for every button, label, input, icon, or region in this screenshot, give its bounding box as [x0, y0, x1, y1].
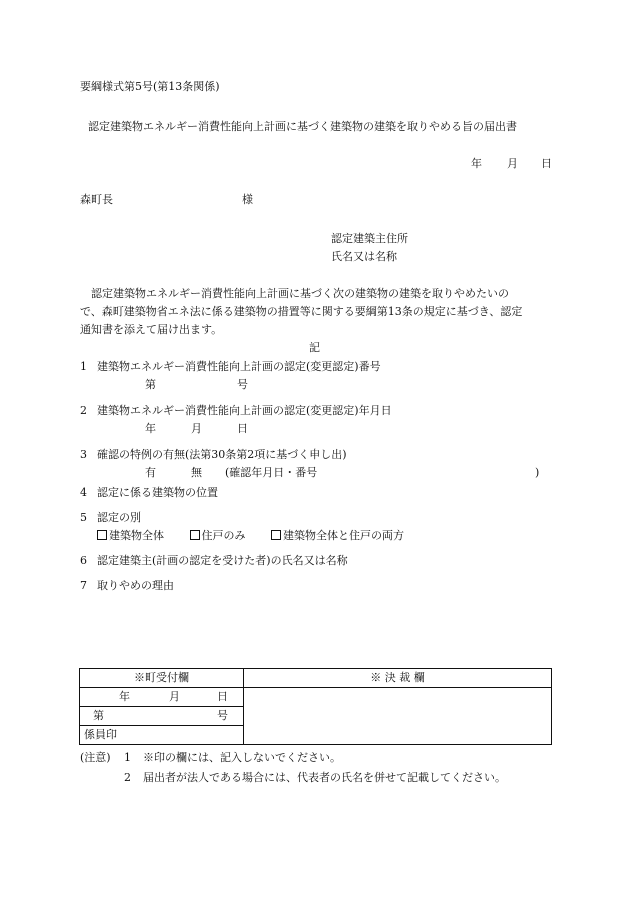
item-label: 認定建築主(計画の認定を受けた者)の氏名又は名称 — [97, 554, 348, 567]
item-label: 取りやめの理由 — [97, 579, 174, 592]
item-2-year: 年 — [145, 422, 156, 435]
item-3 — [80, 448, 347, 462]
body-text-line-1: 認定建築物エネルギー消費性能向上計画に基づく次の建築物の建築を取りやめたいの — [91, 287, 509, 300]
date-year-label: 年 — [471, 157, 482, 170]
item-label: 建築物エネルギー消費性能向上計画の認定(変更認定)番号 — [97, 360, 381, 373]
town-reception-header: ※町受付欄 — [80, 669, 244, 688]
applicant-name-label: 氏名又は名称 — [331, 250, 397, 263]
note-2-text: 届出者が法人である場合には、代表者の氏名を併せて記載してください。 — [143, 771, 506, 784]
item-label: 確認の特例の有無(法第30条第2項に基づく申し出) — [97, 448, 347, 461]
date-day-label: 日 — [541, 157, 552, 170]
form-number: 要綱様式第5号(第13条関係) — [80, 80, 220, 93]
item-7 — [80, 579, 174, 593]
addressee-name: 森町長 — [80, 193, 113, 206]
option-whole-building[interactable]: 建築物全体 — [97, 529, 164, 542]
document-title: 認定建築物エネルギー消費性能向上計画に基づく建築物の建築を取りやめる旨の届出書 — [88, 120, 517, 133]
checkbox-icon[interactable] — [97, 530, 107, 540]
decision-header: ※ 決 裁 欄 — [244, 669, 552, 688]
reception-month-label: 月 — [169, 690, 180, 703]
applicant-address-label: 認定建築主住所 — [331, 232, 408, 245]
reception-go-label: 号 — [217, 709, 228, 722]
item-label: 認定に係る建築物の位置 — [97, 486, 218, 499]
notes-prefix: (注意) — [80, 751, 111, 764]
item-number: 3 — [80, 448, 87, 461]
reception-date-cell[interactable] — [80, 688, 244, 707]
staff-seal-cell[interactable]: 係員印 — [80, 726, 244, 745]
item-5-options — [97, 529, 426, 543]
date-month-label: 月 — [507, 157, 518, 170]
item-1-go: 号 — [237, 378, 248, 391]
decision-cell[interactable] — [244, 688, 552, 745]
item-3-confirmation-label: (確認年月日・番号 — [225, 466, 318, 479]
reception-dai-label: 第 — [93, 709, 104, 722]
item-2-day: 日 — [237, 422, 248, 435]
note-2-number: 2 — [124, 771, 131, 784]
body-text-line-3: 通知書を添えて届け出ます。 — [80, 323, 223, 336]
option-dwelling-only[interactable]: 住戸のみ — [190, 529, 246, 542]
item-3-no: 無 — [191, 466, 202, 479]
item-3-close-paren: ) — [535, 466, 540, 479]
reception-day-label: 日 — [217, 690, 228, 703]
checkbox-icon[interactable] — [190, 530, 200, 540]
item-5 — [80, 511, 141, 525]
item-number: 4 — [80, 486, 87, 499]
body-text-line-2: で、森町建築物省エネ法に係る建築物の措置等に関する要綱第13条の規定に基づき、認定 — [80, 305, 523, 318]
reception-year-label: 年 — [119, 690, 130, 703]
note-1-number: 1 — [124, 751, 131, 764]
reception-number-cell[interactable] — [80, 707, 244, 726]
item-1-dai: 第 — [145, 378, 156, 391]
item-number: 1 — [80, 360, 87, 373]
note-1-text: ※印の欄には、記入しないでください。 — [143, 751, 341, 764]
item-2 — [80, 404, 392, 418]
item-label: 認定の別 — [97, 511, 141, 524]
item-4 — [80, 486, 218, 500]
option-both[interactable]: 建築物全体と住戸の両方 — [271, 529, 404, 542]
addressee-honorific: 様 — [242, 193, 253, 206]
item-label: 建築物エネルギー消費性能向上計画の認定(変更認定)年月日 — [97, 404, 392, 417]
item-3-yes: 有 — [145, 466, 156, 479]
item-number: 2 — [80, 404, 87, 417]
item-1 — [80, 360, 381, 374]
ki-heading: 記 — [309, 341, 320, 354]
item-number: 7 — [80, 579, 87, 592]
checkbox-icon[interactable] — [271, 530, 281, 540]
record-table — [79, 668, 552, 745]
item-6 — [80, 554, 348, 568]
item-number: 6 — [80, 554, 87, 567]
item-2-month: 月 — [191, 422, 202, 435]
item-number: 5 — [80, 511, 87, 524]
